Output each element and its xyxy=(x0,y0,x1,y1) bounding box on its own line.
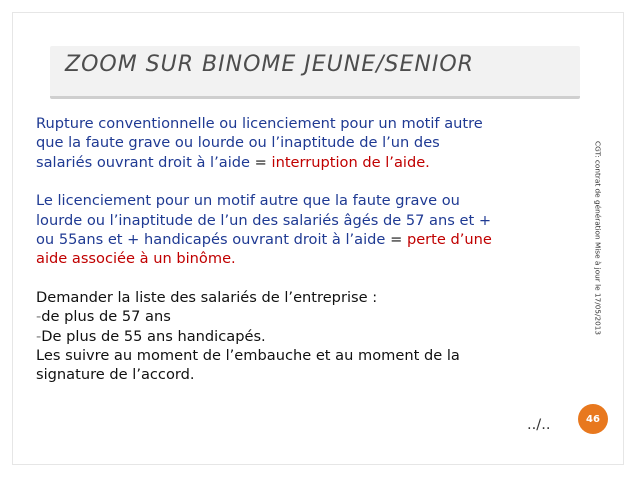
para3-line5: signature de l’accord. xyxy=(36,366,195,384)
slide-body xyxy=(36,114,556,385)
para2-line2: lourde ou l’inaptitude de l’un des salariés âgés de 57 ans et + xyxy=(36,211,492,229)
para1-equals: = xyxy=(254,153,272,171)
slide-title: ZOOM SUR BINOME JEUNE/SENIOR xyxy=(65,52,474,77)
para3-line4: Les suivre au moment de l’embauche et au moment de la xyxy=(36,347,460,365)
bullet-1-dash: - xyxy=(36,308,42,326)
para2-line3 xyxy=(36,230,556,249)
para1-line2: que la faute grave ou lourde ou l’inaptitude de l’un des xyxy=(36,134,440,152)
para2-line1: Le licenciement pour un motif autre que la faute grave ou xyxy=(36,192,460,210)
para1-line1: Rupture conventionnelle ou licenciement pour un motif autre xyxy=(36,115,483,132)
side-footer xyxy=(591,128,605,348)
bullet-2 xyxy=(36,327,556,346)
para1-line3-text: salariés ouvrant droit à l’aide xyxy=(36,153,255,171)
continuation-mark: ../.. xyxy=(527,416,551,433)
para1-line3 xyxy=(36,153,556,172)
bullet-1 xyxy=(36,307,556,326)
page-number-badge: 46 xyxy=(578,404,608,434)
para2-line4: aide associée à un binôme. xyxy=(36,250,236,268)
bullet-1-text: de plus de 57 ans xyxy=(41,308,171,326)
para2-line3-text: ou 55ans et + handicapés ouvrant droit à l’aide xyxy=(36,231,391,249)
para2-consequence: perte d’une xyxy=(406,231,492,249)
bullet-2-dash: - xyxy=(36,327,42,345)
para2-equals: = xyxy=(390,231,407,249)
para1-consequence: interruption de l’aide. xyxy=(271,153,430,171)
bullet-2-text: De plus de 55 ans handicapés. xyxy=(41,327,266,345)
para3-line1: Demander la liste des salariés de l’entreprise : xyxy=(36,288,378,306)
side-footer-text: CGT: contrat de génération Mise à jour le 17/05/2013 xyxy=(593,140,603,336)
